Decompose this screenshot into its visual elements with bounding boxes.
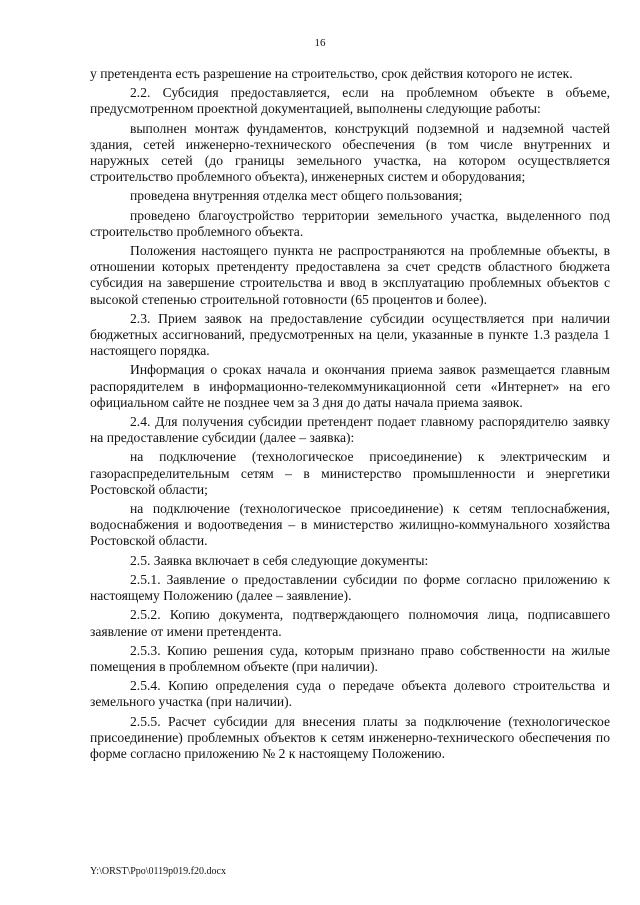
paragraph-2-3: 2.3. Прием заявок на предоставление субсидии осуществляется при наличии бюджетных ассигнований, предусмотренных на цели, указанные в пункте 1.3 раздела 1 настоящего порядка. — [90, 310, 610, 359]
paragraph-2-5: 2.5. Заявка включает в себя следующие документы: — [130, 552, 429, 568]
page-number: 16 — [314, 37, 326, 49]
document-body — [90, 66, 610, 762]
paragraph-2-5-3: 2.5.3. Копию решения суда, которым признано право собственности на жилые помещения в проблемном объекте (при наличии). — [90, 642, 610, 674]
paragraph-info: Информация о сроках начала и окончания приема заявок размещается главным распорядителем в информационно-телекоммуникационной сети «Интернет» на его официальном сайте не позднее чем за 3 дня до даты начала приема заявок. — [90, 362, 610, 410]
paragraph-works-list: выполнен монтаж фундаментов, конструкций подземной и надземной частей здания, сетей инженерно-технического обеспечения (в том числе внутренних и наружных сетей (до границы земельного участка, на котором осуществляется строительство проблемного объекта), инженерных систем и оборудования; — [90, 120, 610, 185]
file-path-footer: Y:\ORST\Ppo\0119p019.f20.docx — [90, 866, 226, 877]
paragraph-electric-gas: на подключение (технологическое присоединение) к электрическим и газораспределительным сетям – в министерство промышленности и энергетики Ростовской области; — [90, 449, 610, 497]
paragraph-2-5-4: 2.5.4. Копию определения суда о передаче объекта долевого строительства и земельного участка (при наличии). — [90, 678, 610, 710]
paragraph-exceptions: Положения настоящего пункта не распространяются на проблемные объекты, в отношении которых претенденту предоставлена за счет средств областного бюджета субсидия на завершение строительства и ввод в эксплуатацию проблемных объектов с высокой степенью строительной готовности (65 процентов и более). — [90, 243, 610, 307]
paragraph-2-2: 2.2. Субсидия предоставляется, если на проблемном объекте в объеме, предусмотренном проектной документацией, выполнены следующие работы: — [90, 85, 610, 117]
paragraph-2-5-2: 2.5.2. Копию документа, подтверждающего полномочия лица, подписавшего заявление от имени претендента. — [90, 607, 610, 639]
paragraph-heat-water: на подключение (технологическое присоединение) к сетям теплоснабжения, водоснабжения и водоотведения – в министерство жилищно-коммунального хозяйства Ростовской области. — [90, 501, 610, 549]
paragraph-landscaping: проведено благоустройство территории земельного участка, выделенного под строительство проблемного объекта. — [90, 207, 610, 239]
paragraph-2-5-1: 2.5.1. Заявление о предоставлении субсидии по форме согласно приложению к настоящему Положению (далее – заявление). — [90, 571, 610, 604]
paragraph-interior: проведена внутренняя отделка мест общего пользования; — [130, 188, 463, 204]
paragraph-2-4: 2.4. Для получения субсидии претендент подает главному распорядителю заявку на предоставление субсидии (далее – заявка): — [90, 414, 610, 446]
paragraph-2-5-5: 2.5.5. Расчет субсидии для внесения платы за подключение (технологическое присоединение) проблемных объектов к сетям инженерно-технического обеспечения по форме согласно приложению № 2 к настоящему Положению. — [90, 713, 610, 761]
paragraph-continuation: у претендента есть разрешение на строительство, срок действия которого не истек. — [90, 66, 573, 81]
